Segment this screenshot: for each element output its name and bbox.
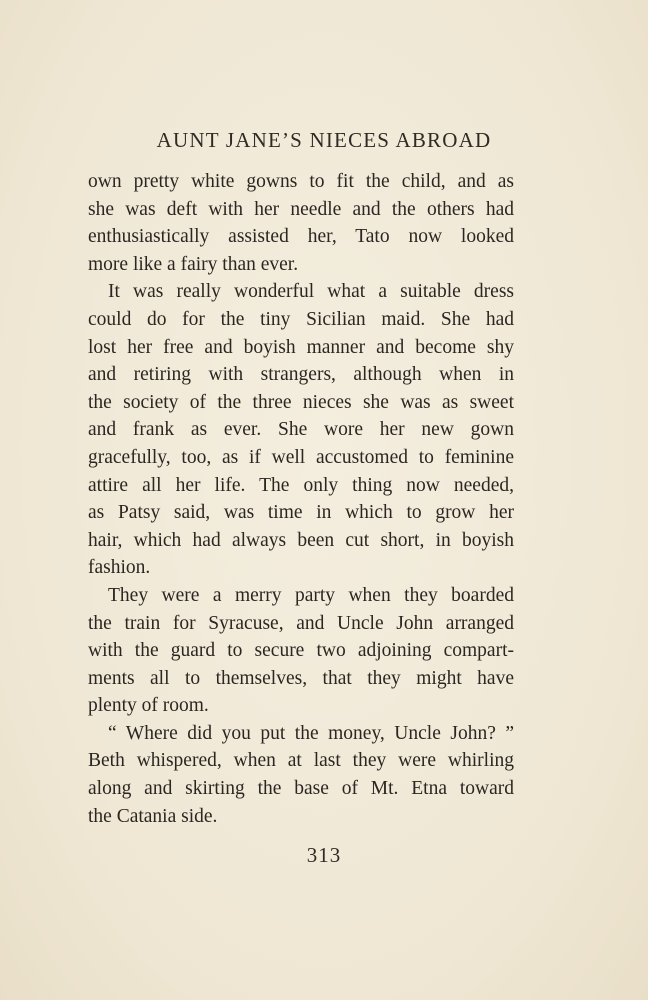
text-line: as Patsy said, was time in which to grow her: [88, 502, 514, 524]
paragraph: [88, 168, 514, 278]
text-line: own pretty white gowns to fit the child, and as: [88, 171, 514, 192]
text-line: hair, which had always been cut short, in boyish: [88, 529, 514, 551]
text-line: enthusiastically assisted her, Tato now looked: [88, 226, 514, 248]
text-line: lost her free and boyish manner and become shy: [88, 336, 514, 358]
text-line: the train for Syracuse, and Uncle John arranged: [88, 612, 514, 634]
running-head: AUNT JANE’S NIECES ABROAD: [156, 128, 492, 152]
text-line: “ Where did you put the money, Uncle John? ”: [108, 722, 514, 744]
body-text: [88, 168, 514, 830]
text-line: more like a fairy than ever.: [88, 253, 299, 275]
text-line: could do for the tiny Sicilian maid. She had: [88, 308, 514, 330]
paragraph: [88, 720, 514, 830]
paragraph: [88, 278, 514, 582]
text-line: the society of the three nieces she was as sweet: [88, 391, 514, 413]
text-line: ments all to themselves, that they might have: [88, 667, 514, 689]
text-line: Beth whispered, when at last they were whirling: [88, 750, 514, 772]
text-line: They were a merry party when they boarded: [108, 584, 514, 606]
paragraph: [88, 582, 514, 720]
text-line: with the guard to secure two adjoining compart-: [88, 640, 514, 662]
text-line: It was really wonderful what a suitable dress: [108, 281, 514, 303]
text-line: along and skirting the base of Mt. Etna toward: [88, 778, 514, 800]
text-line: and frank as ever. She wore her new gown: [88, 419, 514, 441]
text-line: and retiring with strangers, although when in: [88, 364, 514, 386]
page-number: 313: [306, 843, 342, 867]
text-line: attire all her life. The only thing now needed,: [88, 474, 514, 496]
text-line: plenty of room.: [88, 695, 209, 717]
text-line: the Catania side.: [88, 805, 218, 827]
text-line: she was deft with her needle and the others had: [88, 198, 514, 220]
text-line: gracefully, too, as if well accustomed to feminine: [88, 446, 514, 468]
text-line: fashion.: [88, 557, 151, 579]
